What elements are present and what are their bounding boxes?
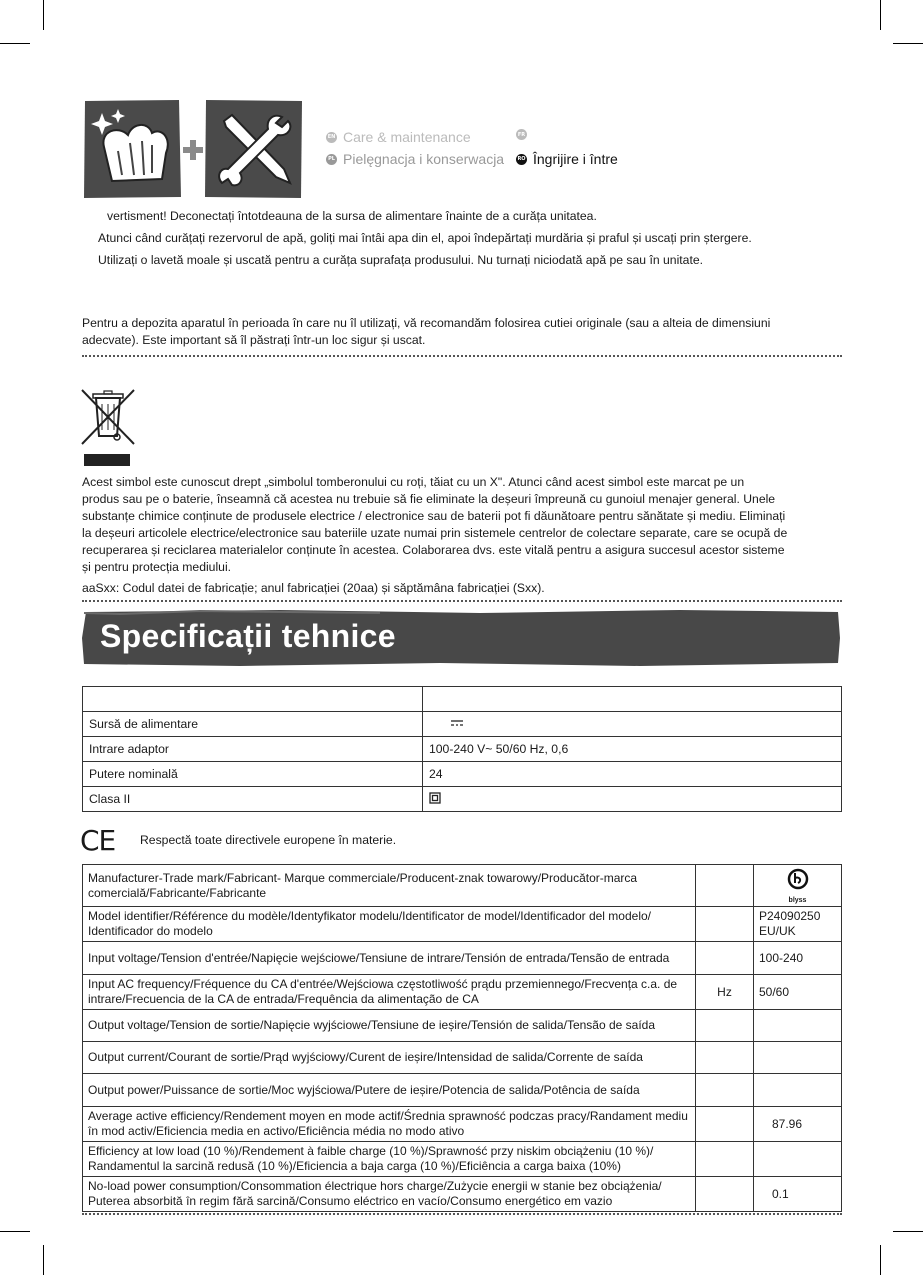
specs-title: Specificații tehnice bbox=[100, 618, 396, 654]
table-row bbox=[83, 1177, 842, 1212]
care-line-1: vertisment! Deconectați întotdeauna de la sursa de alimentare înainte de a curăța unitatea. bbox=[107, 209, 597, 223]
lang-fr bbox=[516, 129, 527, 140]
care-line-2: Atunci când curățați rezervorul de apă, goliți mai întâi apa din el, apoi îndepărtați murdăria și praful și uscați prin ștergere. bbox=[98, 231, 752, 245]
dc-symbol-icon bbox=[429, 718, 469, 728]
ce-mark-icon: CE bbox=[80, 824, 116, 857]
table-row bbox=[83, 1042, 842, 1074]
table-row bbox=[83, 737, 842, 762]
date-code-note: aaSxx: Codul datei de fabricație; anul fabricației (20aa) și săptămâna fabricației (Sxx). bbox=[82, 581, 545, 595]
cleaning-hand-icon bbox=[82, 99, 182, 199]
spec-value bbox=[423, 687, 842, 712]
crop-mark bbox=[0, 1231, 30, 1232]
eco-unit bbox=[696, 1177, 754, 1212]
lang-care-ro-label: Îngrijire i între bbox=[533, 151, 618, 167]
eco-unit bbox=[696, 942, 754, 975]
crop-mark bbox=[43, 1245, 44, 1275]
weee-line: produs sau pe o baterie, înseamnă că acestea nu trebuie să fie eliminate la deșeuri împreună cu gunoiul menajer general. Unele bbox=[82, 492, 776, 506]
spec-label: Sursă de alimentare bbox=[83, 712, 423, 737]
eco-label: Output voltage/Tension de sortie/Napięcie wyjściowe/Tensiune de ieșire/Tensión de salida/Tensão de saída bbox=[83, 1010, 696, 1042]
blyss-logo-icon bbox=[778, 867, 818, 899]
table-row bbox=[83, 1010, 842, 1042]
lang-care-pl-label: Pielęgnacja i konserwacja bbox=[343, 151, 505, 167]
eco-table bbox=[82, 864, 842, 1212]
spec-table bbox=[82, 686, 842, 812]
lang-care-ro bbox=[516, 151, 618, 167]
eco-unit bbox=[696, 907, 754, 942]
eco-value: 87.96 bbox=[754, 1107, 842, 1142]
eco-unit bbox=[696, 1010, 754, 1042]
table-row bbox=[83, 865, 842, 907]
eco-value bbox=[754, 1074, 842, 1107]
crop-mark bbox=[43, 0, 44, 30]
table-row bbox=[83, 1074, 842, 1107]
badge-fr-icon: FR bbox=[516, 129, 527, 140]
badge-en-icon: EN bbox=[326, 132, 337, 143]
eco-unit bbox=[696, 1107, 754, 1142]
lang-care-pl bbox=[326, 151, 504, 167]
eco-value bbox=[754, 1142, 842, 1177]
eco-value bbox=[754, 1010, 842, 1042]
eco-label: Model identifier/Référence du modèle/Identyfikator modelu/Identificator de model/Identificador del modelo/ Identificador do modelo bbox=[83, 907, 696, 942]
table-row bbox=[83, 907, 842, 942]
weee-line: substanțe chimice conținute de produsele electrice / electronice sau de baterii pot fi dăunătoare pentru sănătate și mediu. Eliminați bbox=[82, 509, 786, 523]
eco-value: 0.1 bbox=[754, 1177, 842, 1212]
crop-mark bbox=[0, 43, 30, 44]
eco-unit bbox=[696, 865, 754, 907]
divider bbox=[82, 355, 842, 357]
plus-icon bbox=[181, 138, 205, 162]
crop-mark bbox=[893, 43, 923, 44]
eco-value bbox=[754, 865, 842, 907]
spec-value bbox=[423, 787, 842, 812]
table-row bbox=[83, 687, 842, 712]
table-row bbox=[83, 762, 842, 787]
eco-label: Efficiency at low load (10 %)/Rendement à faible charge (10 %)/Sprawność przy niskim obciążeniu (10 %)/ Randamentul la sarcină redusă (10 %)/Eficiencia a baja carga (10 %)/Eficiência a carga baixa (10%) bbox=[83, 1142, 696, 1177]
spec-label: Intrare adaptor bbox=[83, 737, 423, 762]
badge-ro-icon: RO bbox=[516, 154, 527, 165]
storage-line-2: adecvate). Este important să îl păstrați într-un loc sigur și uscat. bbox=[82, 333, 426, 347]
eco-label: No-load power consumption/Consommation électrique hors charge/Zużycie energii w stanie bez obciążenia/ Puterea absorbită în regim fără sarcină/Consumo eléctrico en vacío/Consumo energético em vazio bbox=[83, 1177, 696, 1212]
eco-value: 100-240 bbox=[754, 942, 842, 975]
eco-unit bbox=[696, 1142, 754, 1177]
crop-mark bbox=[880, 1245, 881, 1275]
divider bbox=[82, 600, 842, 602]
eco-label: Average active efficiency/Rendement moyen en mode actif/Średnia sprawność podczas pracy/Randament mediu în mod activ/Eficiencia media en activo/Eficiência média no modo ativo bbox=[83, 1107, 696, 1142]
eco-unit bbox=[696, 1074, 754, 1107]
table-row bbox=[83, 787, 842, 812]
crop-mark bbox=[880, 0, 881, 30]
table-row bbox=[83, 975, 842, 1010]
tools-icon bbox=[204, 99, 304, 199]
spec-label bbox=[83, 687, 423, 712]
eco-unit bbox=[696, 1042, 754, 1074]
table-row bbox=[83, 1142, 842, 1177]
crossed-bin-icon bbox=[80, 388, 136, 468]
eco-label: Output current/Courant de sortie/Prąd wyjściowy/Curent de ieșire/Intensidad de salida/Corrente de saída bbox=[83, 1042, 696, 1074]
eco-label: Input AC frequency/Fréquence du CA d'entrée/Wejściowa częstotliwość prądu przemiennego/Frecvența c.a. de intrare/Frecuencia de la CA de entrada/Frequência da alimentação de CA bbox=[83, 975, 696, 1010]
brand-name: blyss bbox=[788, 897, 807, 904]
care-line-3: Utilizați o lavetă moale și uscată pentru a curăța suprafața produsului. Nu turnați niciodată apă pe sau în unitate. bbox=[98, 253, 703, 267]
badge-pl-icon: PL bbox=[326, 154, 337, 165]
eco-value bbox=[754, 1042, 842, 1074]
divider bbox=[82, 1213, 842, 1215]
eco-value: 50/60 bbox=[754, 975, 842, 1010]
weee-line: Acest simbol este cunoscut drept „simbolul tomberonului cu roți, tăiat cu un X". Atunci când acest simbol este marcat pe un bbox=[82, 475, 745, 489]
spec-label: Clasa II bbox=[83, 787, 423, 812]
eco-label: Manufacturer-Trade mark/Fabricant- Marque commerciale/Producent-znak towarowy/Producător-marca comercială/Fabricante/Fabricante bbox=[83, 865, 696, 907]
table-row bbox=[83, 1107, 842, 1142]
eco-value: P24090250 EU/UK bbox=[754, 907, 842, 942]
spec-label: Putere nominală bbox=[83, 762, 423, 787]
lang-care-en-label: Care & maintenance bbox=[343, 129, 471, 145]
storage-line-1: Pentru a depozita aparatul în perioada în care nu îl utilizați, vă recomandăm folosirea cutiei originale (sau a alteia de dimensiuni bbox=[82, 316, 771, 330]
eco-label: Output power/Puissance de sortie/Moc wyjściowa/Putere de ieșire/Potencia de salida/Potência de saída bbox=[83, 1074, 696, 1107]
eco-label: Input voltage/Tension d'entrée/Napięcie wejściowe/Tensiune de intrare/Tensión de entrada/Tensão de entrada bbox=[83, 942, 696, 975]
lang-care-en bbox=[326, 129, 471, 145]
weee-line: la deșeuri articolele electrice/electronice sau bateriile uzate numai prin sistemele centrelor de colectare separate, care se ocupă de bbox=[82, 526, 788, 540]
spec-value: 100-240 V~ 50/60 Hz, 0,6 bbox=[423, 737, 842, 762]
spec-value bbox=[423, 712, 842, 737]
eco-unit: Hz bbox=[696, 975, 754, 1010]
table-row bbox=[83, 942, 842, 975]
class-ii-icon bbox=[429, 792, 441, 804]
crop-mark bbox=[893, 1231, 923, 1232]
table-row bbox=[83, 712, 842, 737]
weee-line: și pentru protecția mediului. bbox=[82, 560, 232, 574]
ce-text: Respectă toate directivele europene în materie. bbox=[140, 833, 397, 847]
spec-value: 24 bbox=[423, 762, 842, 787]
weee-line: recuperarea și reciclarea materialelor conținute în acestea. Colaborarea dvs. este vitală pentru a asigura succesul acestor sisteme bbox=[82, 543, 785, 557]
